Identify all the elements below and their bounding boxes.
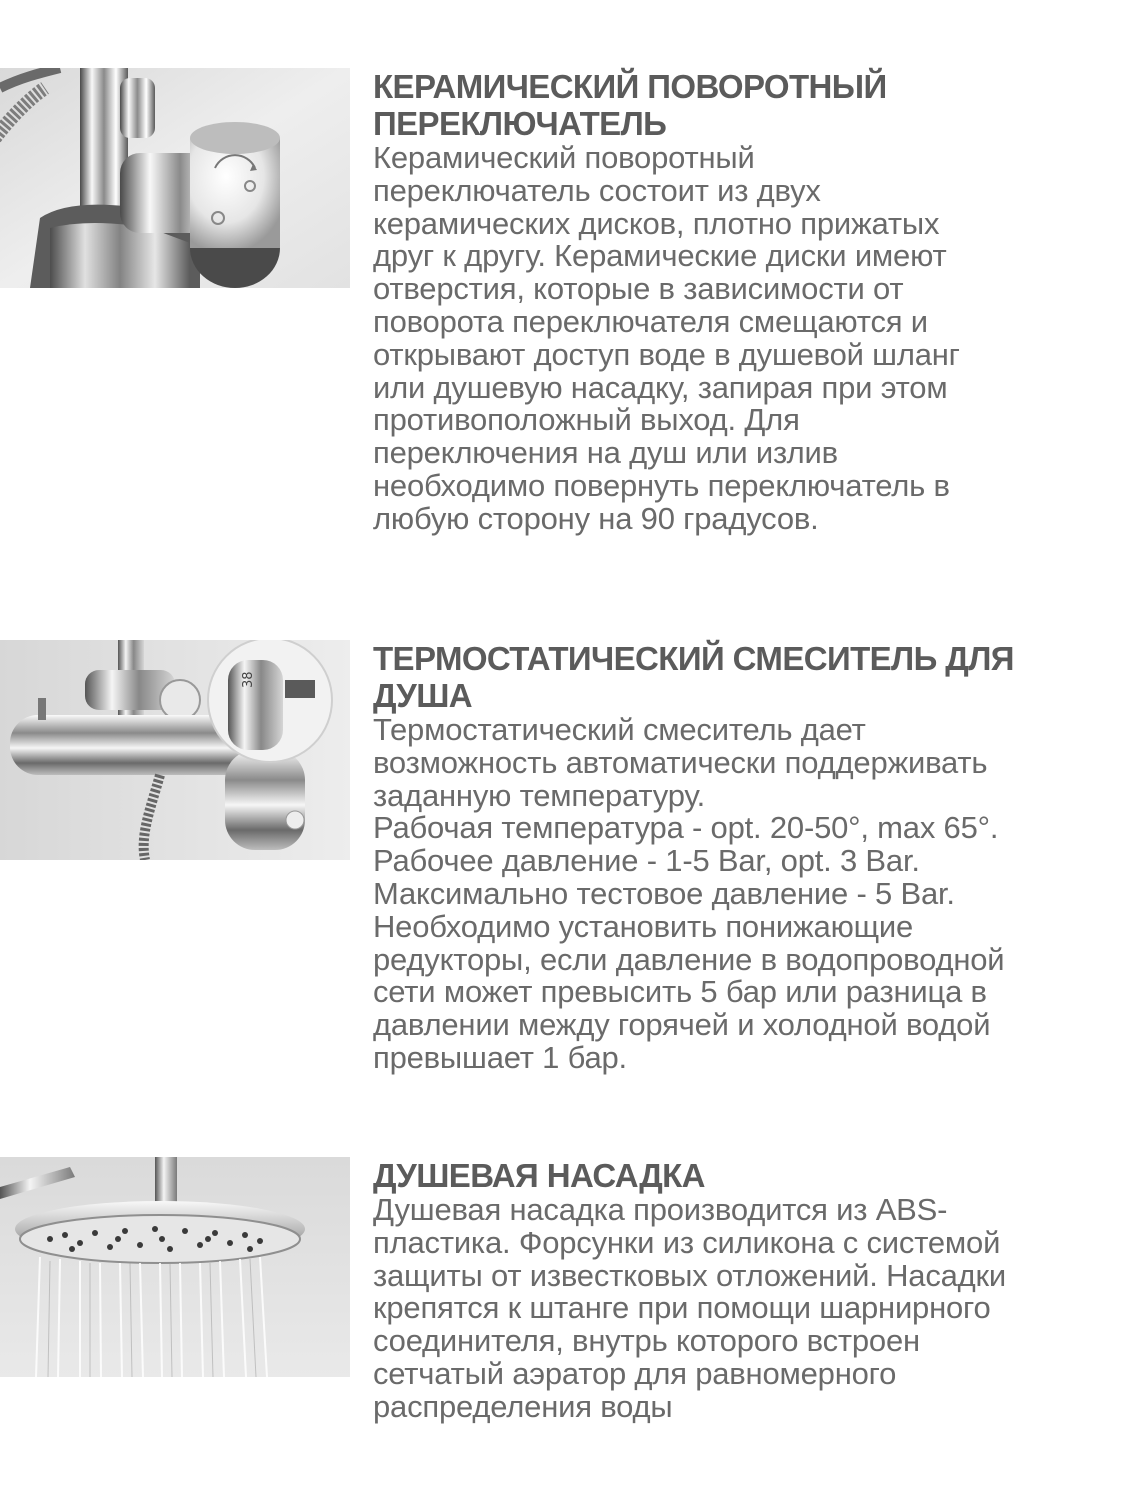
section-description: Душевая насадка производится из ABS- пластика. Форсунки из силикона с системой защиты от известковых отложений. Насадки крепятся к штанге при помощи шарнирного соединителя, внутрь которого встроен сетчатый аэратор для равномерного распределения воды [373,1192,1007,1424]
section-description: Керамический поворотный переключатель состоит из двух керамических дисков, плотно прижатых друг к другу. Керамические диски имеют отверстия, которые в зависимости от поворота переключателя смещаются и открывают доступ воде в душевой шланг или душевую насадку, запирая при этом противоположный выход. Для переключения на душ или излив необходимо повернуть переключатель в любую сторону на 90 градусов. [373,140,960,536]
dial-label: 38 [241,671,256,688]
section-title: ТЕРМОСТАТИЧЕСКИЙ СМЕСИТЕЛЬ ДЛЯ ДУША [373,640,1014,714]
thermostatic-mixer-photo [0,640,350,860]
section-description: Термостатический смеситель дает возможность автоматически поддерживать заданную температуру. Рабочая температура - opt. 20-50°, max 65°. Рабочее давление - 1-5 Bar, opt. 3 Bar. Максимально тестовое давление - 5 Bar. Необходимо установить понижающие редукторы, если давление в водопроводной сети может превысить 5 бар или разница в давлении между горячей и холодной водой превышает 1 бар. [373,712,1005,1075]
diverter-switch-photo [0,68,350,288]
section-title: ДУШЕВАЯ НАСАДКА [373,1157,705,1194]
shower-head-photo [0,1157,350,1377]
section-title: КЕРАМИЧЕСКИЙ ПОВОРОТНЫЙ ПЕРЕКЛЮЧАТЕЛЬ [373,68,887,142]
